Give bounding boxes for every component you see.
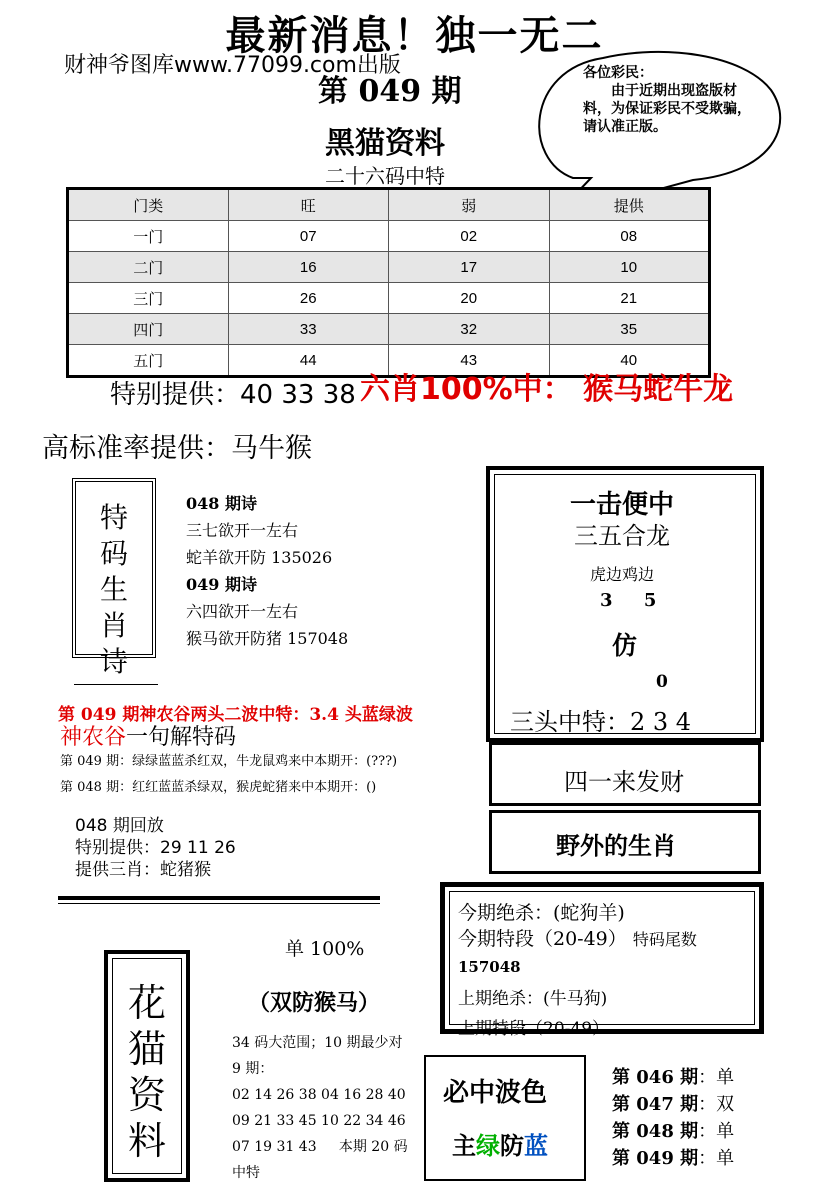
table-cell: 02 — [389, 221, 550, 252]
shennong-red-line: 第 049 期神农谷两头二波中特：3.4 头蓝绿波 — [58, 705, 413, 725]
history-item — [612, 1145, 734, 1172]
table-cell: 三门 — [68, 283, 229, 314]
vertical-char: 诗 — [99, 645, 128, 678]
table-cell: 弱 — [389, 189, 550, 221]
section-subheading: 二十六码中特 — [325, 164, 445, 188]
table-cell: 20 — [389, 283, 550, 314]
table-cell: 10 — [549, 252, 710, 283]
history-issue: 第 046 期 — [612, 1067, 699, 1088]
divider-thin — [58, 903, 380, 904]
one-hit-subtitle: 三五合龙 — [574, 522, 670, 550]
vertical-char: 花 — [127, 981, 166, 1025]
one-hit-zero: 0 — [656, 672, 668, 692]
history-value: ：单 — [698, 1067, 735, 1088]
bubble-greeting: 各位彩民： — [583, 65, 653, 81]
table-cell: 08 — [549, 221, 710, 252]
history-list — [612, 1064, 734, 1172]
range-line: 9 期： — [232, 1061, 274, 1077]
shuangfang-line: （双防猴马） — [248, 990, 381, 1016]
review-title: 048 期回放 — [75, 816, 164, 836]
one-hit-title: 一击便中 — [570, 490, 675, 520]
shennong-line-048: 第 048 期：红红蓝蓝杀绿双，猴虎蛇猪来中本期开：() — [60, 780, 377, 795]
heimao-table — [66, 187, 711, 378]
table-cell: 32 — [389, 314, 550, 345]
poem-title-box — [72, 478, 156, 678]
vertical-char: 猫 — [127, 1027, 166, 1071]
history-item — [612, 1064, 734, 1091]
poem-line: 蛇羊欲开防 135026 — [186, 548, 333, 567]
vertical-char: 资 — [127, 1073, 166, 1117]
table-row — [68, 314, 710, 345]
range-line: 02 14 26 38 04 16 28 40 — [232, 1087, 406, 1103]
history-issue: 第 047 期 — [612, 1094, 699, 1115]
shennong-title-black: 一句解特码 — [126, 725, 237, 750]
range-this — [458, 924, 697, 951]
review-special: 特别提供：29 11 26 — [75, 838, 236, 858]
table-cell: 26 — [228, 283, 389, 314]
range-last: 上期特段（20-49） — [458, 1019, 610, 1039]
table-row — [68, 221, 710, 252]
vertical-char: 料 — [127, 1119, 166, 1163]
tail-numbers: 157048 — [458, 958, 521, 976]
kill-this: 今期绝杀：(蛇狗羊) — [458, 902, 625, 924]
table-header-row — [68, 189, 710, 221]
three-head-line: 三头中特：2 3 4 — [510, 708, 692, 736]
table-cell: 四门 — [68, 314, 229, 345]
history-value: ：双 — [698, 1094, 735, 1115]
one-hit-nums: 3 5 — [600, 590, 657, 611]
vertical-char: 生 — [99, 573, 128, 606]
table-row — [68, 283, 710, 314]
table-cell: 17 — [389, 252, 550, 283]
review-three: 提供三肖：蛇猪猴 — [75, 860, 211, 880]
history-item — [612, 1091, 734, 1118]
table-cell: 一门 — [68, 221, 229, 252]
kill-box-content — [458, 896, 758, 1039]
range-line: 07 19 31 43 本期 20 码 — [232, 1139, 408, 1155]
range-line: 34 码大范围；10 期最少对 — [232, 1035, 403, 1051]
shennong-title-red: 神农谷 — [60, 725, 127, 750]
table-cell: 16 — [228, 252, 389, 283]
table-cell: 门类 — [68, 189, 229, 221]
huamao-vertical-title — [108, 980, 186, 1164]
kill-last: 上期绝杀：(牛马狗) — [458, 989, 608, 1009]
bizhong-color — [452, 1126, 548, 1161]
table-cell: 40 — [549, 345, 710, 377]
poem-line: 猴马欲开防猪 157048 — [186, 629, 349, 648]
bubble-body: 由于近期出现盗版材料，为保证彩民不受欺骗，请认准正版。 — [583, 83, 751, 135]
history-issue: 第 049 期 — [612, 1148, 699, 1169]
divider — [74, 684, 158, 685]
page-title: 最新消息！独一无二 — [225, 12, 604, 59]
poem-lines — [186, 490, 348, 652]
section-title-heimao: 黑猫资料 — [325, 126, 445, 161]
huamao-box — [104, 950, 190, 1182]
range-line: 中特 — [232, 1165, 260, 1181]
table-cell: 二门 — [68, 252, 229, 283]
poem-line: 三七欲开一左右 — [186, 521, 299, 540]
six-zodiac-banner: 六肖100%中： 猴马蛇牛龙 — [360, 372, 734, 407]
one-hit-fang: 仿 — [612, 631, 638, 660]
poem-vertical-title — [76, 500, 152, 680]
table-cell: 提供 — [549, 189, 710, 221]
dan-100: 单 100% — [285, 938, 365, 960]
table-cell: 07 — [228, 221, 389, 252]
siyi-text: 四一来发财 — [564, 768, 684, 796]
gaobiao-line: 高标准率提供：马牛猴 — [42, 433, 312, 464]
vertical-char: 特 — [99, 501, 128, 534]
divider-thick — [58, 896, 380, 900]
table-cell: 33 — [228, 314, 389, 345]
vertical-char: 肖 — [99, 609, 128, 642]
one-hit-edge: 虎边鸡边 — [590, 565, 655, 584]
poem-line: 048 期诗 — [186, 494, 257, 513]
shennong-title — [60, 720, 236, 751]
publisher-line: 财神爷图库www.77099.com出版 — [64, 53, 401, 78]
vertical-char: 码 — [99, 537, 128, 570]
table-cell: 旺 — [228, 189, 389, 221]
table-row — [68, 252, 710, 283]
poem-line: 六四欲开一左右 — [186, 602, 299, 621]
history-value: ：单 — [698, 1148, 735, 1169]
bz-main: 主 — [452, 1131, 476, 1160]
table-cell: 43 — [389, 345, 550, 377]
table-cell: 五门 — [68, 345, 229, 377]
special-offer: 特别提供：40 33 38 — [110, 380, 356, 410]
bizhong-title: 必中波色 — [443, 1078, 548, 1108]
range-line: 09 21 33 45 10 22 34 46 — [232, 1113, 406, 1129]
range-this-main: 今期特段（20-49） — [458, 928, 627, 950]
poem-line: 049 期诗 — [186, 575, 257, 594]
table-cell: 35 — [549, 314, 710, 345]
bz-fang: 防 — [500, 1131, 524, 1160]
history-value: ：单 — [698, 1121, 735, 1142]
range-this-tail: 特码尾数 — [632, 930, 697, 949]
bz-blue: 蓝 — [524, 1131, 548, 1160]
shennong-line-049: 第 049 期：绿绿蓝蓝杀红双，牛龙鼠鸡来中本期开：(???) — [60, 754, 398, 769]
issue-number: 第 049 期 — [318, 74, 462, 109]
history-item — [612, 1118, 734, 1145]
bz-green: 绿 — [476, 1131, 500, 1160]
table-cell: 44 — [228, 345, 389, 377]
table-cell: 21 — [549, 283, 710, 314]
range-block — [232, 1030, 422, 1186]
review-block — [75, 815, 236, 881]
history-issue: 第 048 期 — [612, 1121, 699, 1142]
bubble-text — [583, 64, 758, 136]
yewai-text: 野外的生肖 — [556, 831, 676, 860]
